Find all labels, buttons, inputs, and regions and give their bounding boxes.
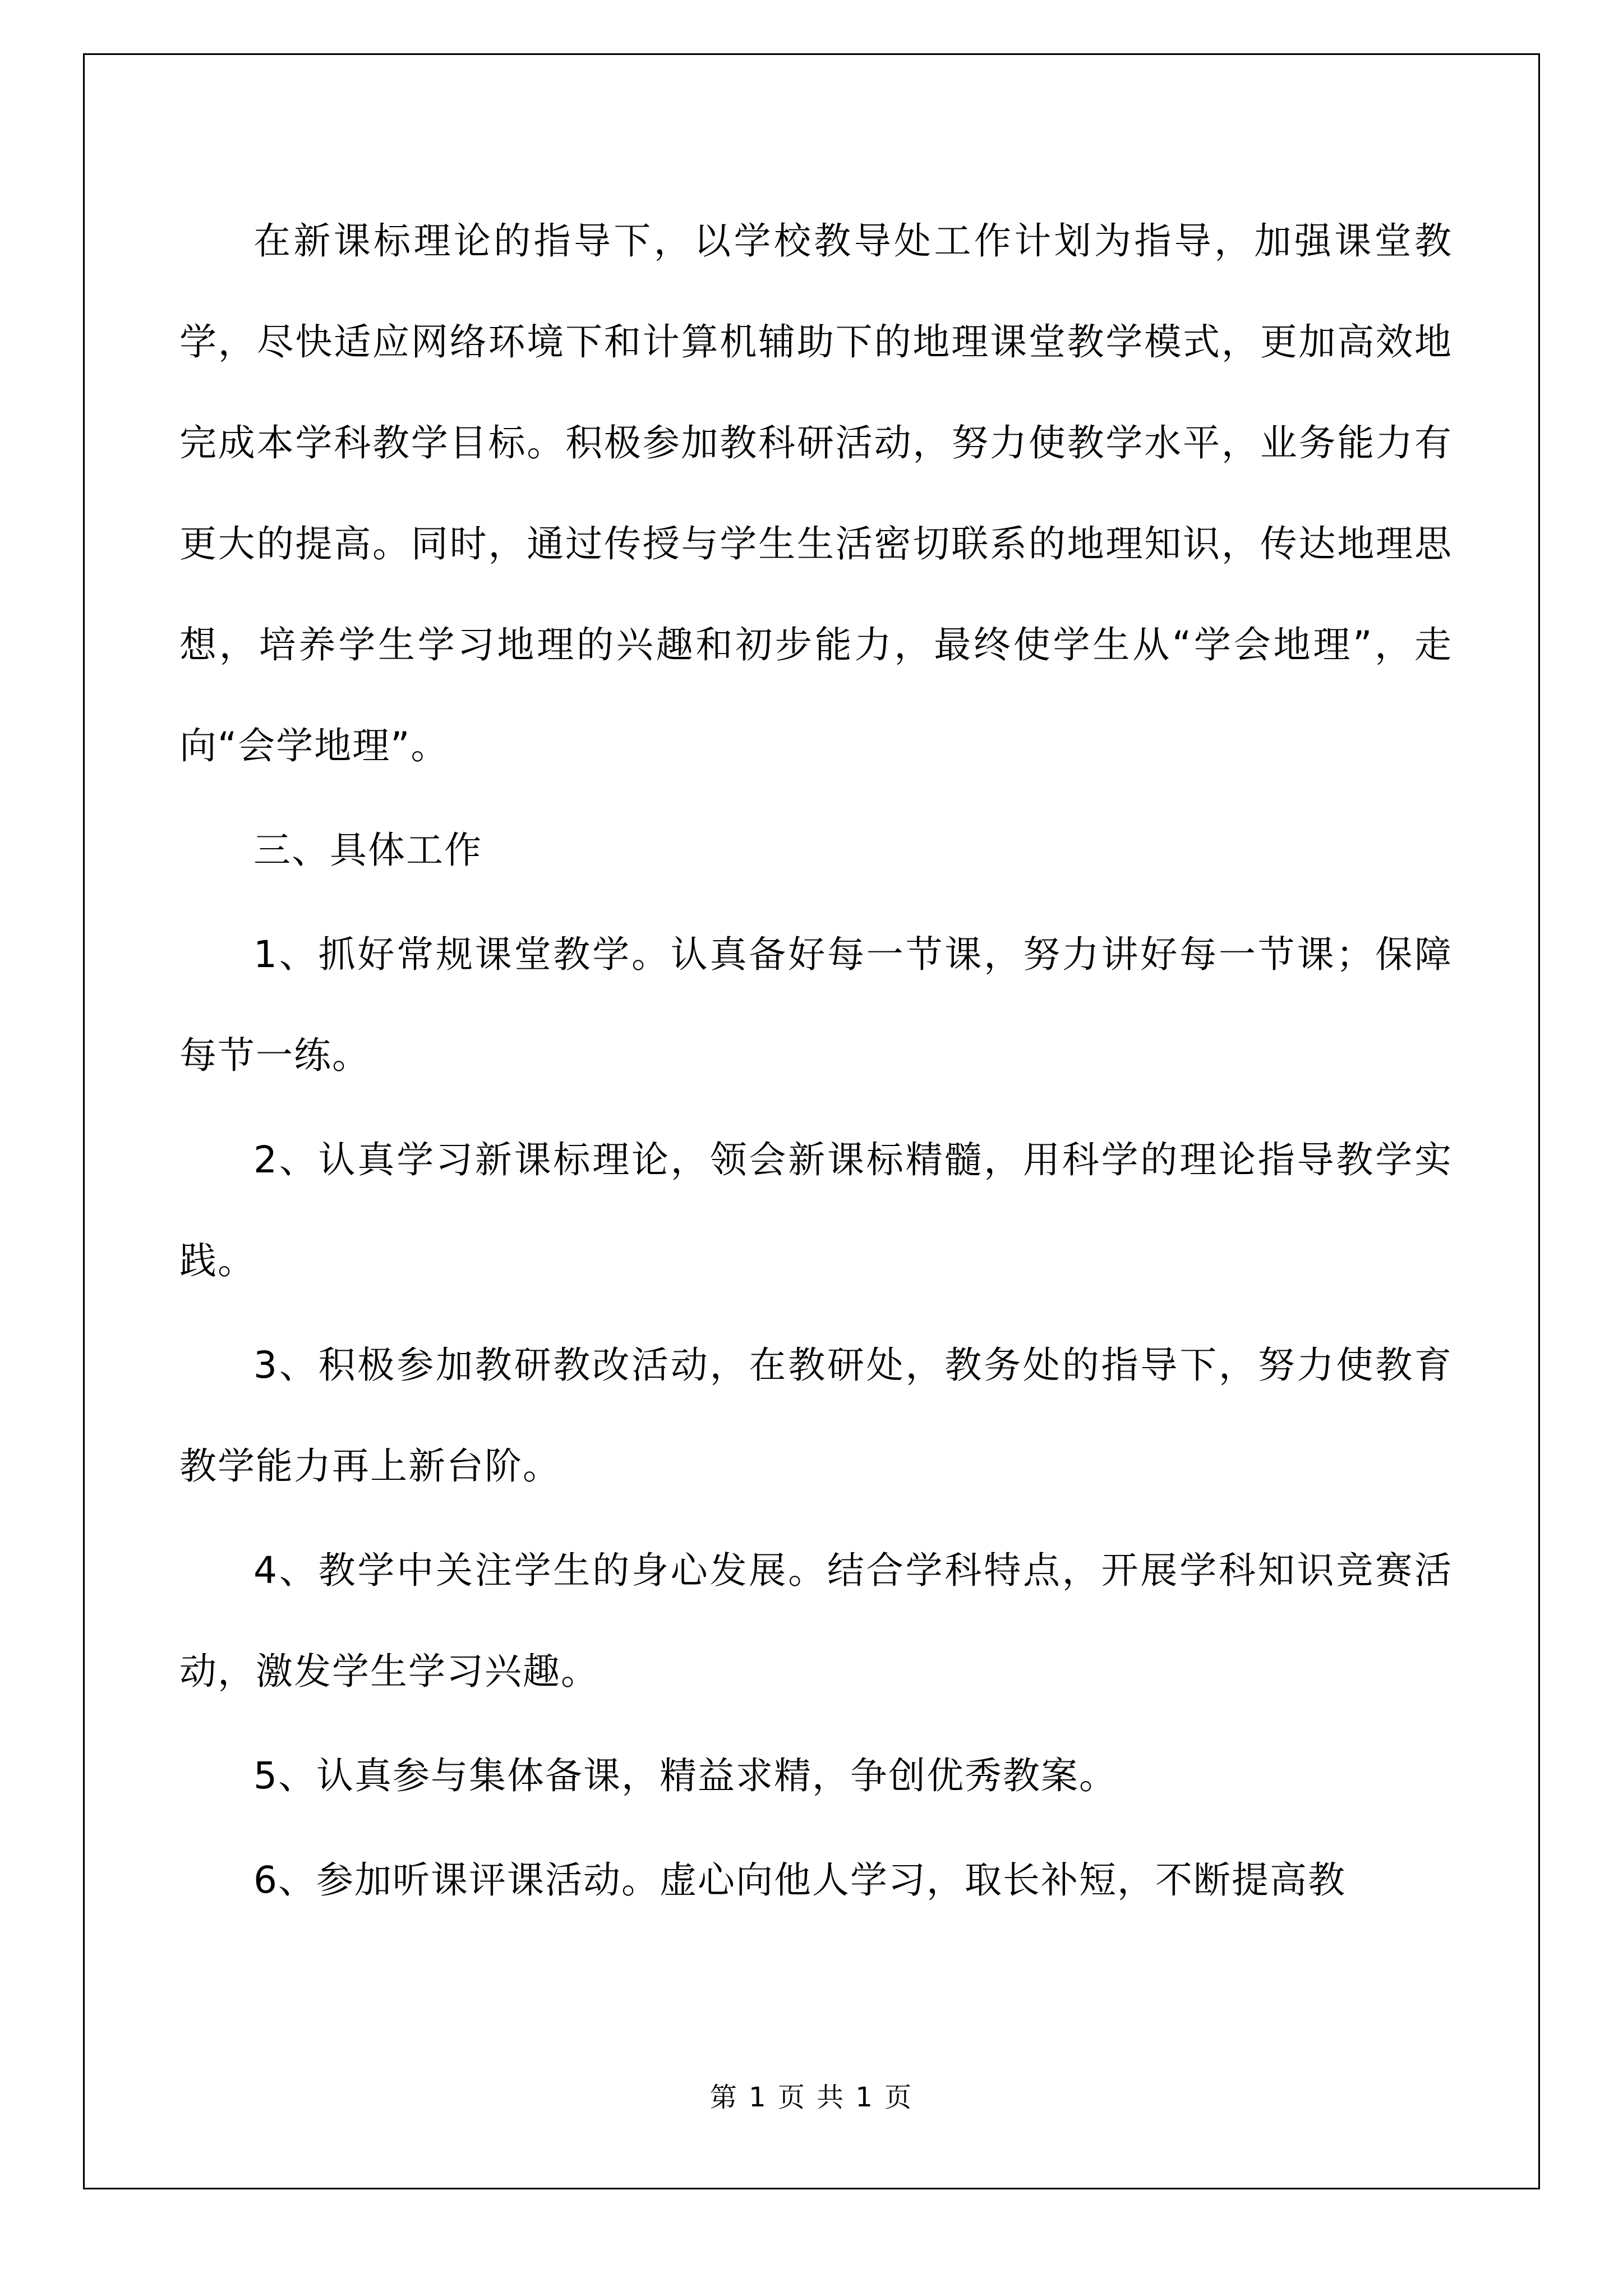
section-heading: 三、具体工作 (253, 829, 482, 872)
paragraph: 4、教学中关注学生的身心发展。结合学科特点，开展学科知识竞赛活动，激发学生学习兴趣。 (179, 1549, 1453, 1693)
paragraph: 在新课标理论的指导下，以学校教导处工作计划为指导，加强课堂教学，尽快适应网络环境下和计算机辅助下的地理课堂教学模式，更加高效地完成本学科教学目标。积极参加教科研活动，努力使教学水平，业务能力有更大的提高。同时，通过传授与学生生活密切联系的地理知识，传达地理思想，培养学生学习地理的兴趣和初步能力，最终使学生从“学会地理”，走向“会学地理”。 (179, 219, 1453, 767)
paragraph: 2、认真学习新课标理论，领会新课标精髓，用科学的理论指导教学实践。 (179, 1138, 1453, 1282)
paragraph: 6、参加听课评课活动。虚心向他人学习，取长补短，不断提高教 (253, 1858, 1346, 1902)
paragraph: 1、抓好常规课堂教学。认真备好每一节课，努力讲好每一节课；保障每节一练。 (179, 933, 1453, 1077)
paragraph: 3、积极参加教研教改活动，在教研处，教务处的指导下，努力使教育教学能力再上新台阶。 (179, 1343, 1453, 1488)
document-body (179, 191, 1453, 1934)
paragraph: 5、认真参与集体备课，精益求精，争创优秀教案。 (253, 1754, 1117, 1797)
page-footer: 第 1 页 共 1 页 (709, 2082, 914, 2113)
